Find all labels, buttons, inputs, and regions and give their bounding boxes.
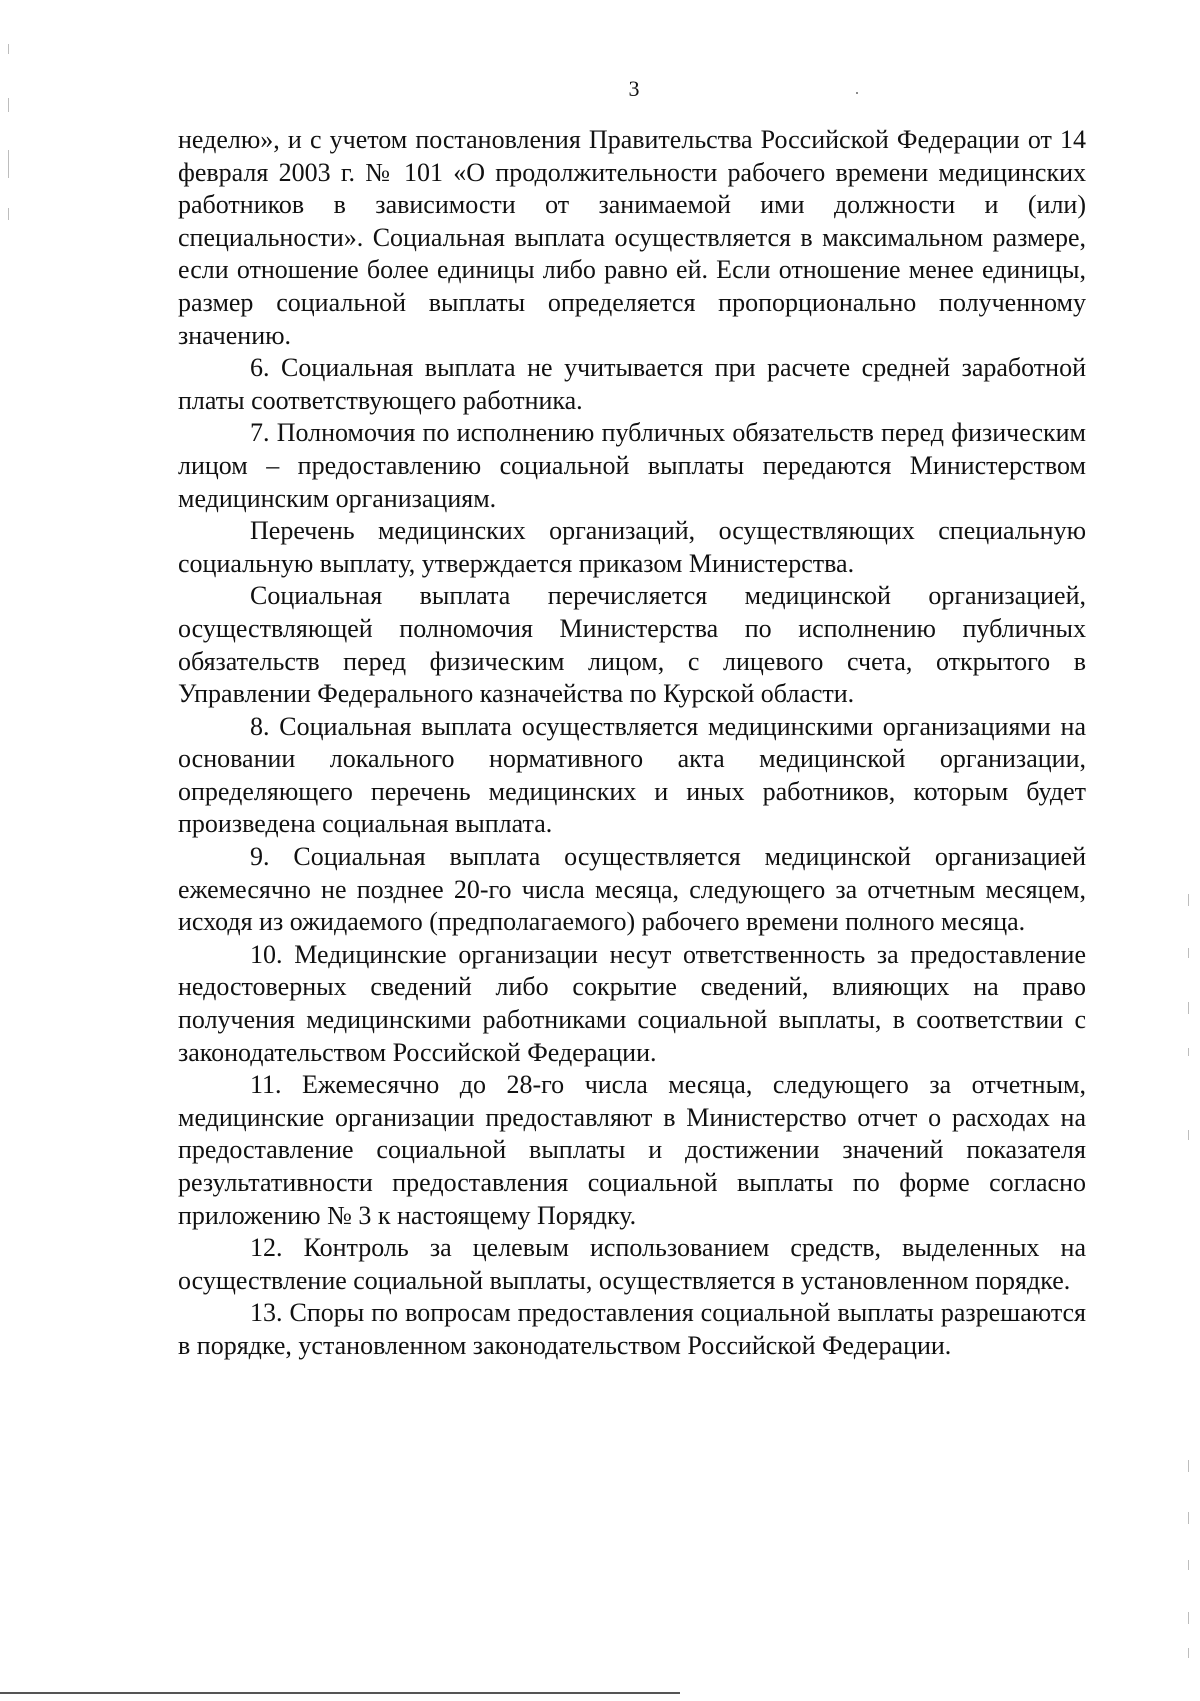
paragraph-item-12: 12. Контроль за целевым использованием средств, выделенных на осуществление социальной выплаты, осуществляется в установленном порядке. [178, 1233, 1086, 1295]
paragraph-item-7-transfer: Социальная выплата перечисляется медицинской организацией, осуществляющей полномочия Министерства по исполнению публичных обязательств перед физическим лицом, с лицевого счета, открытого в Управлении Федерального казначейства по Курской области. [178, 581, 1086, 709]
paragraph-item-11: 11. Ежемесячно до 28-го числа месяца, следующего за отчетным, медицинские организации предоставляют в Министерство отчет о расходах на предоставление социальной выплаты и достижении значений показателя результативности предоставления социальной выплаты по форме согласно приложению № 3 к настоящему Порядку. [178, 1070, 1086, 1230]
scan-dot [856, 92, 858, 94]
paragraph-continuation: неделю», и с учетом постановления Правительства Российской Федерации от 14 февраля 2003 г. № 101 «О продолжительности рабочего времени медицинских работников в зависимости от занимаемой ими должности и (или) специальности». Социальная выплата осуществляется в максимальном размере, если отношение более единицы либо равно ей. Если отношение менее единицы, размер социальной выплаты определяется пропорционально полученному значению. [178, 125, 1086, 350]
paragraph-item-7: 7. Полномочия по исполнению публичных обязательств перед физическим лицом – предоставлению социальной выплаты передаются Министерством медицинским организациям. [178, 418, 1086, 513]
paragraph-item-6: 6. Социальная выплата не учитывается при расчете средней заработной платы соответствующего работника. [178, 353, 1086, 415]
bottom-edge-line [0, 1692, 680, 1694]
paragraph-item-13: 13. Споры по вопросам предоставления социальной выплаты разрешаются в порядке, установленном законодательством Российской Федерации. [178, 1298, 1086, 1360]
paragraph-item-9: 9. Социальная выплата осуществляется медицинской организацией ежемесячно не позднее 20-го числа месяца, следующего за отчетным месяцем, исходя из ожидаемого (предполагаемого) рабочего времени полного месяца. [178, 842, 1086, 937]
scan-edge-mark [1188, 1512, 1189, 1524]
page-number: 3 [628, 76, 640, 101]
scan-edge-mark [1188, 894, 1189, 906]
scan-edge-mark [1188, 1460, 1189, 1472]
scan-edge-mark [1188, 1560, 1189, 1570]
scan-edge-mark [1188, 1648, 1189, 1658]
scan-edge-mark [8, 44, 9, 54]
scan-edge-mark [1188, 1002, 1189, 1014]
scan-edge-mark [1188, 948, 1189, 958]
scan-edge-mark [8, 150, 9, 178]
scan-edge-mark [1188, 1130, 1189, 1140]
paragraph-item-7-list: Перечень медицинских организаций, осуществляющих специальную социальную выплату, утверждается приказом Министерства. [178, 516, 1086, 578]
document-body [178, 124, 1086, 1363]
paragraph-item-10: 10. Медицинские организации несут ответственность за предоставление недостоверных сведений либо сокрытие сведений, влияющих на право получения медицинскими работниками социальной выплаты, в соответствии с законодательством Российской Федерации. [178, 939, 1086, 1067]
scan-edge-mark [1188, 1612, 1189, 1624]
paragraph-item-8: 8. Социальная выплата осуществляется медицинскими организациями на основании локального нормативного акта медицинской организации, определяющего перечень медицинских и иных работников, которым будет произведена социальная выплата. [178, 711, 1086, 839]
scan-edge-mark [8, 98, 9, 112]
scan-edge-mark [8, 208, 9, 220]
scan-edge-mark [1188, 1048, 1189, 1056]
